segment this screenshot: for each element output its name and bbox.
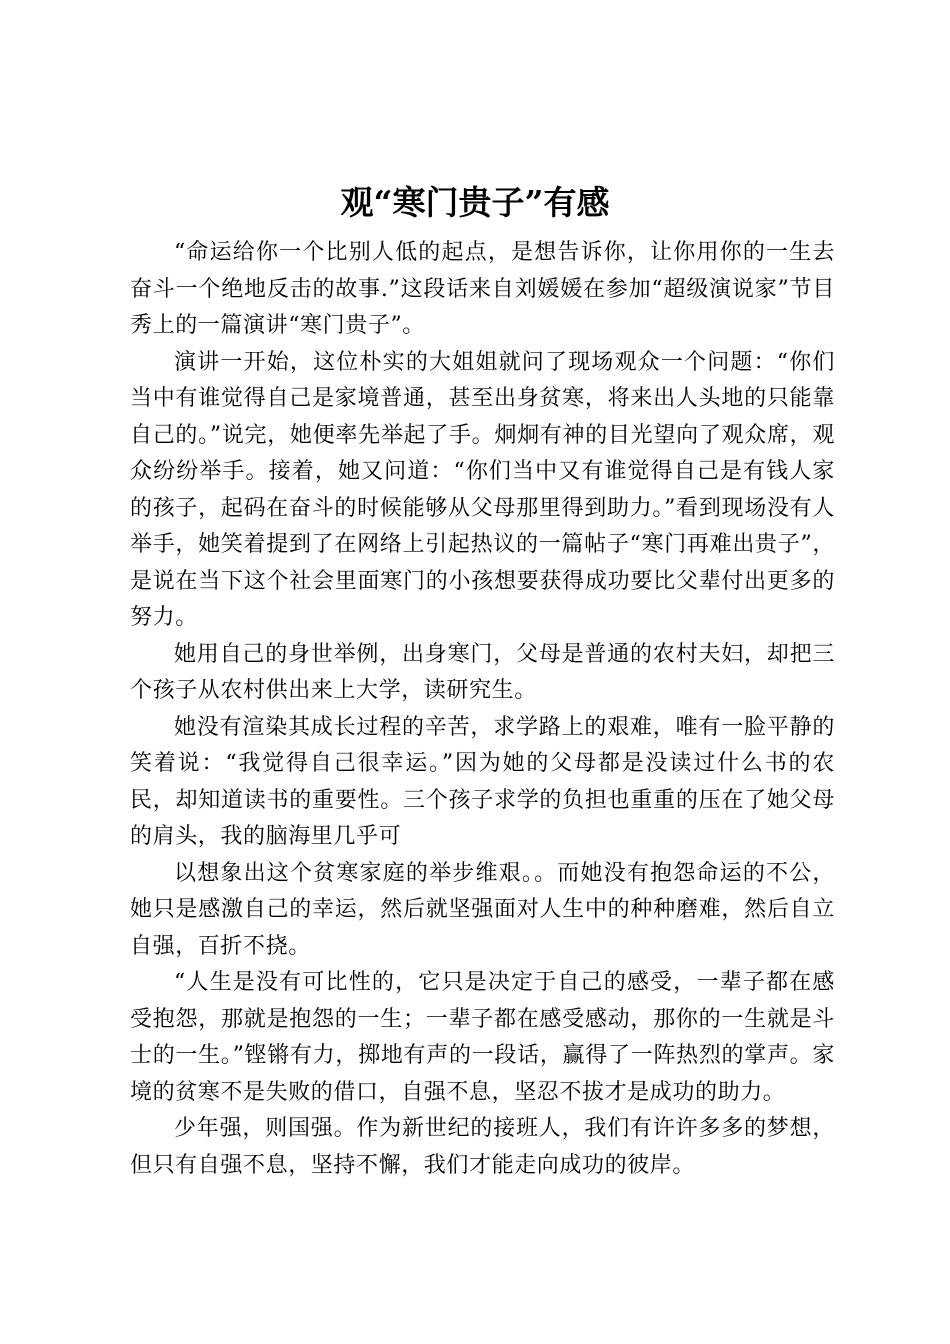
paragraph-7: 少年强，则国强。作为新世纪的接班人，我们有许许多多的梦想，但只有自强不息，坚持不懈，我们才能走向成功的彼岸。 bbox=[130, 1116, 835, 1178]
paragraph-2: 演讲一开始，这位朴实的大姐姐就问了现场观众一个问题：“你们当中有谁觉得自己是家境普通，甚至出身贫寒，将来出人头地的只能靠自己的。”说完，她便率先举起了手。炯炯有神的目光望向了观众席，观众纷纷举手。接着，她又问道：“你们当中又有谁觉得自己是有钱人家的孩子，起码在奋斗的时候能够从父母那里得到助力。”看到现场没有人举手，她笑着提到了在网络上引起热议的一篇帖子“寒门再难出贵子”，是说在当下这个社会里面寒门的小孩想要获得成功要比父辈付出更多的努力。 bbox=[130, 349, 835, 630]
document-body bbox=[130, 235, 835, 1184]
paragraph-6: “人生是没有可比性的，它只是决定于自己的感受，一辈子都在感受抱怨，那就是抱怨的一生；一辈子都在感受感动，那你的一生就是斗士的一生。”铿锵有力，掷地有声的一段话，赢得了一阵热烈的掌声。家境的贫寒不是失败的借口，自强不息，坚忍不拔才是成功的助力。 bbox=[130, 970, 835, 1105]
paragraph-5: 以想象出这个贫寒家庭的举步维艰。。而她没有抱怨命运的不公，她只是感激自己的幸运，然后就坚强面对人生中的种种磨难，然后自立自强，百折不挠。 bbox=[130, 860, 835, 959]
paragraph-1: “命运给你一个比别人低的起点，是想告诉你，让你用你的一生去奋斗一个绝地反击的故事.”这段话来自刘媛媛在参加“超级演说家”节目秀上的一篇演讲“寒门贵子”。 bbox=[130, 240, 835, 338]
document-title: 观“寒门贵子”有感 bbox=[340, 183, 610, 222]
paragraph-4: 她没有渲染其成长过程的辛苦，求学路上的艰难，唯有一脸平静的笑着说：“我觉得自己很幸运。”因为她的父母都是没读过什么书的农民，却知道读书的重要性。三个孩子求学的负担也重重的压在了她父母的肩头，我的脑海里几乎可 bbox=[130, 714, 835, 849]
paragraph-3: 她用自己的身世举例，出身寒门，父母是普通的农村夫妇，却把三个孩子从农村供出来上大学，读研究生。 bbox=[130, 641, 835, 703]
